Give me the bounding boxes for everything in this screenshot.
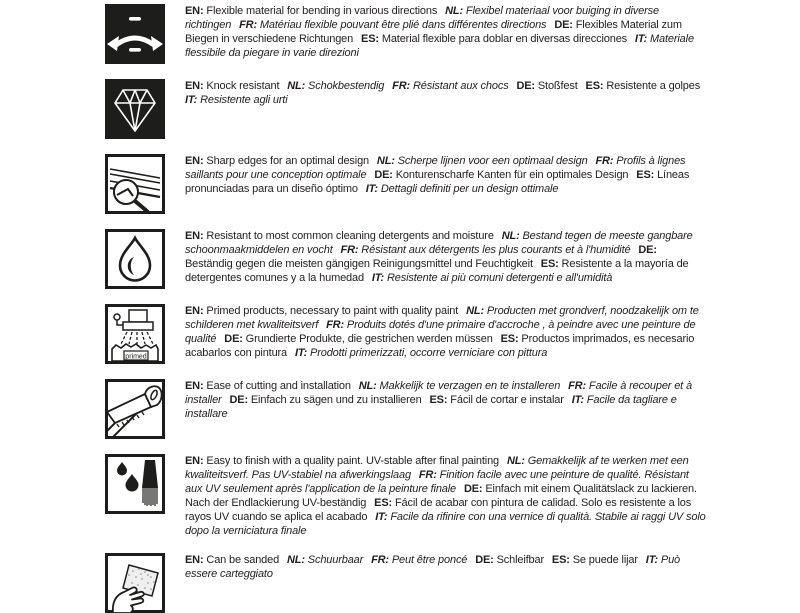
- feature-rows: [105, 4, 800, 613]
- desc-fr: FR: Facile à recouper et à installer: [185, 380, 692, 406]
- lang-label: DE:: [463, 483, 483, 495]
- feature-row-primed: [105, 304, 800, 364]
- hand-saw-icon: [105, 379, 165, 439]
- lang-label: FR:: [418, 469, 437, 481]
- desc-fr: FR: Résistant aux détergents les plus courants et à l'humidité: [340, 244, 631, 256]
- lang-label: EN:: [185, 305, 204, 317]
- feature-descriptions: [185, 229, 707, 285]
- feature-icon-cell: [105, 154, 165, 214]
- desc-es: ES: Resistente a golpes: [585, 80, 701, 92]
- primer-spray-icon: [105, 304, 165, 364]
- lang-label: EN:: [185, 380, 204, 392]
- feature-icon-cell: [105, 454, 165, 514]
- lang-label: FR:: [568, 380, 586, 392]
- paint-brush-drops-icon: [105, 454, 165, 514]
- desc-es: ES: Fácil de cortar e instalar: [429, 394, 564, 406]
- desc-nl: NL: Flexibel materiaal voor buiging in diverse richtingen: [185, 5, 659, 31]
- lang-label: DE:: [475, 554, 494, 566]
- lang-label: ES:: [551, 554, 570, 566]
- desc-nl: NL: Scherpe lijnen voor een optimaal design: [376, 155, 588, 167]
- feature-descriptions: [185, 553, 707, 581]
- desc-de: DE: Einfach zu sägen und zu installieren: [229, 394, 422, 406]
- desc-es: ES: Resistente a la mayoría de detergentes comunes y a la humedad: [185, 258, 689, 284]
- lang-label: NL:: [376, 155, 395, 167]
- lang-label: DE:: [554, 19, 573, 31]
- feature-descriptions: [185, 154, 707, 196]
- desc-en: EN: Primed products, necessary to paint with quality paint: [185, 305, 459, 317]
- desc-es: ES: Se puede lijar: [551, 554, 638, 566]
- lang-label: NL:: [506, 455, 525, 467]
- desc-en: EN: Ease of cutting and installation: [185, 380, 351, 392]
- lang-label: IT:: [634, 33, 648, 45]
- desc-en: EN: Flexible material for bending in various directions: [185, 5, 438, 17]
- desc-es: ES: Líneas pronunciadas para un diseño óptimo: [185, 169, 690, 195]
- desc-es: ES: Fácil de acabar con pintura de calidad. Solo es resistente a los rayos UV cuando se aplica el acabado: [185, 497, 692, 523]
- desc-fr: FR: Matériau flexible pouvant être plié dans différentes directions: [239, 19, 547, 31]
- sharp-edge-magnifier-icon: [105, 154, 165, 214]
- feature-row-sandable: [105, 553, 800, 613]
- lang-label: IT:: [365, 183, 378, 195]
- desc-fr: FR: Peut être poncé: [371, 554, 468, 566]
- lang-label: ES:: [374, 497, 393, 509]
- lang-label: FR:: [340, 244, 359, 256]
- feature-row-easy-cutting: [105, 379, 800, 439]
- desc-en: EN: Easy to finish with a quality paint. UV-stable after final painting: [185, 455, 500, 467]
- lang-label: ES:: [540, 258, 559, 270]
- lang-label: DE:: [224, 333, 243, 345]
- lang-label: ES:: [429, 394, 448, 406]
- lang-label: EN:: [185, 554, 204, 566]
- desc-de: DE: Einfach mit einem Qualitätslack zu lackieren. Nach der Endlackierung UV-beständig: [185, 483, 697, 509]
- lang-label: DE:: [638, 244, 657, 256]
- lang-label: IT:: [645, 554, 658, 566]
- desc-nl: NL: Schokbestendig: [287, 80, 385, 92]
- lang-label: IT:: [294, 347, 308, 359]
- desc-it: IT: Materiale flessibile da piegare in varie direzioni: [185, 33, 694, 59]
- lang-label: EN:: [185, 5, 204, 17]
- lang-label: IT:: [375, 511, 388, 523]
- feature-row-easy-finish: [105, 454, 800, 538]
- desc-de: DE: Stoßfest: [516, 80, 578, 92]
- feature-icon-cell: [105, 79, 165, 139]
- desc-en: EN: Sharp edges for an optimal design: [185, 155, 370, 167]
- feature-icon-cell: [105, 229, 165, 289]
- lang-label: NL:: [445, 5, 464, 17]
- desc-en: EN: Can be sanded: [185, 554, 280, 566]
- desc-de: DE: Flexibles Material zum Biegen in verschiedene Richtungen: [185, 19, 682, 45]
- water-drop-icon: [105, 229, 165, 289]
- feature-icon-cell: [105, 379, 165, 439]
- desc-de: DE: Grundierte Produkte, die gestrichen werden müssen: [224, 333, 493, 345]
- lang-label: DE:: [229, 394, 248, 406]
- feature-row-knock-resistant: [105, 79, 800, 139]
- desc-de: DE: Schleifbar: [475, 554, 545, 566]
- feature-icon-cell: [105, 553, 165, 613]
- feature-icon-cell: [105, 4, 165, 64]
- lang-label: FR:: [326, 319, 344, 331]
- lang-label: NL:: [466, 305, 484, 317]
- desc-nl: NL: Gemakkelijk af te werken met een kwaliteitsverf. Pas UV-stabiel na afwerkingslaag: [185, 455, 689, 481]
- lang-label: DE:: [374, 169, 393, 181]
- desc-nl: NL: Schuurbaar: [286, 554, 364, 566]
- lang-label: EN:: [185, 230, 204, 242]
- lang-label: DE:: [516, 80, 535, 92]
- lang-label: FR:: [239, 19, 257, 31]
- desc-it: IT: Può essere carteggiato: [185, 554, 681, 580]
- feature-descriptions: [185, 379, 707, 421]
- lang-label: IT:: [371, 272, 385, 284]
- desc-de: DE: Konturenscharfe Kanten für ein optimales Design: [374, 169, 629, 181]
- desc-nl: NL: Bestand tegen de meeste gangbare schoonmaakmiddelen en vocht: [185, 230, 693, 256]
- feature-descriptions: [185, 304, 707, 360]
- feature-descriptions: [185, 79, 707, 107]
- lang-label: NL:: [358, 380, 377, 392]
- lang-label: FR:: [371, 554, 389, 566]
- sanding-hand-icon: [105, 553, 165, 613]
- lang-label: EN:: [185, 455, 204, 467]
- lang-label: IT:: [571, 394, 584, 406]
- desc-it: IT: Dettagli definiti per un design ottimale: [365, 183, 559, 195]
- desc-de: DE: Beständig gegen die meisten gängigen Reinigungsmittel und Feuchtigkeit: [185, 244, 657, 270]
- svg-text:primed: primed: [125, 353, 147, 361]
- desc-it: IT: Resistente ai più comuni detergenti e all'umidità: [371, 272, 613, 284]
- lang-label: EN:: [185, 80, 204, 92]
- lang-label: ES:: [500, 333, 519, 345]
- desc-en: EN: Knock resistant: [185, 80, 280, 92]
- desc-fr: FR: Produits dotés d'une primaire d'accroche , à peindre avec une peinture de qualité: [185, 319, 696, 345]
- lang-label: ES:: [361, 33, 379, 45]
- desc-nl: NL: Producten met grondverf, noodzakelijk om te schilderen met kwaliteitsverf: [185, 305, 699, 331]
- feature-icon-cell: [105, 304, 165, 364]
- feature-row-moisture-resistant: [105, 229, 800, 289]
- feature-descriptions: [185, 454, 707, 538]
- desc-fr: FR: Profils à lignes saillants pour une conception optimale: [185, 155, 686, 181]
- lang-label: IT:: [185, 94, 198, 106]
- lang-label: ES:: [636, 169, 655, 181]
- feature-descriptions: [185, 4, 707, 60]
- desc-it: IT: Facile da rifinire con una vernice di qualità. Stabile ai raggi UV solo dopo la verniciatura finale: [185, 511, 706, 537]
- feature-row-sharp-edges: [105, 154, 800, 214]
- lang-label: ES:: [585, 80, 604, 92]
- lang-label: NL:: [287, 80, 306, 92]
- flexible-arrows-icon: [105, 4, 165, 64]
- lang-label: EN:: [185, 155, 204, 167]
- lang-label: FR:: [392, 80, 411, 92]
- desc-en: EN: Resistant to most common cleaning detergents and moisture: [185, 230, 494, 242]
- desc-es: ES: Material flexible para doblar en diversas direcciones: [361, 33, 628, 45]
- diamond-icon: [105, 79, 165, 139]
- desc-es: ES: Productos imprimados, es necesario acabarlos con pintura: [185, 333, 695, 359]
- lang-label: NL:: [286, 554, 305, 566]
- desc-it: IT: Resistente agli urti: [185, 94, 288, 106]
- desc-fr: FR: Résistant aux chocs: [392, 80, 509, 92]
- desc-it: IT: Prodotti primerizzati, occorre verniciare con pittura: [294, 347, 548, 359]
- desc-nl: NL: Makkelijk te verzagen en te installeren: [358, 380, 561, 392]
- desc-fr: FR: Finition facile avec une peinture de qualité. Résistant aux UV seulement après l'application de la peinture finale: [185, 469, 689, 495]
- lang-label: NL:: [501, 230, 520, 242]
- feature-row-flexible: [105, 4, 800, 64]
- desc-it: IT: Facile da tagliare e installare: [185, 394, 677, 420]
- lang-label: FR:: [595, 155, 614, 167]
